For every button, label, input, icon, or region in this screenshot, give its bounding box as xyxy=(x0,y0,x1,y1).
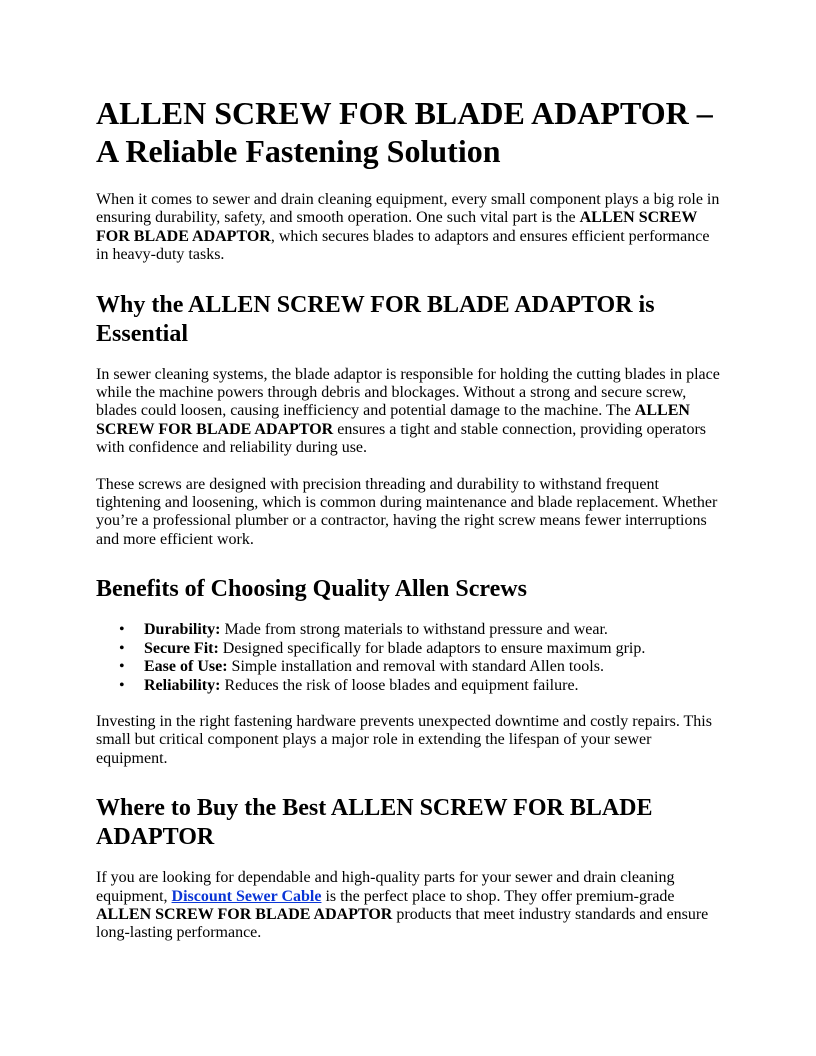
buy-text-1: If you are looking for dependable and high-quality parts for your sewer and drain cleaning equipment, xyxy=(96,869,675,905)
bullet-icon: • xyxy=(119,658,125,676)
discount-sewer-cable-link[interactable]: Discount Sewer Cable xyxy=(171,887,322,905)
bullet-icon: • xyxy=(119,676,125,694)
intro-text-1: When it comes to sewer and drain cleaning equipment, every small component plays a big role in ensuring durability, safety, and smooth operation. One such vital part is the xyxy=(96,191,720,227)
intro-text-2: , which secures blades to adaptors and ensures efficient performance in heavy-duty tasks. xyxy=(96,227,710,264)
list-item xyxy=(119,621,720,639)
buy-text-2: is the perfect place to shop. They offer premium-grade xyxy=(321,887,675,905)
heading-benefits: Benefits of Choosing Quality Allen Screws xyxy=(96,576,527,603)
list-item xyxy=(119,639,720,658)
page-title: ALLEN SCREW FOR BLADE ADAPTOR – A Reliable Fastening Solution xyxy=(96,95,713,169)
bullet-icon: • xyxy=(119,639,125,657)
benefits-closing-paragraph: Investing in the right fastening hardware prevents unexpected downtime and costly repairs. This small but critical component plays a major role in extending the lifespan of your sewer equipment. xyxy=(96,712,712,767)
list-item xyxy=(119,676,720,695)
buy-bold-product: ALLEN SCREW FOR BLADE ADAPTOR xyxy=(96,905,393,923)
intro-paragraph xyxy=(96,191,720,265)
intro-bold-product: ALLEN SCREW FOR BLADE ADAPTOR xyxy=(96,209,698,245)
why-paragraph-2: These screws are designed with precision threading and durability to withstand frequent tightening and loosening, which is common during maintenance and blade replacement. Whether you’re a professional plumber or a contractor, having the right screw means fewer interruptions and more efficient work. xyxy=(96,475,718,548)
benefit-label: Ease of Use: xyxy=(144,658,228,676)
benefit-label: Reliability: xyxy=(144,676,221,694)
benefit-text: Reduces the risk of loose blades and equipment failure. xyxy=(220,676,579,694)
why-p1-text-2: ensures a tight and stable connection, providing operators with confidence and reliability during use. xyxy=(96,420,707,457)
benefit-label: Durability: xyxy=(144,621,221,639)
list-item xyxy=(119,658,720,676)
benefit-text: Designed specifically for blade adaptors to ensure maximum grip. xyxy=(218,639,646,657)
bullet-icon: • xyxy=(119,621,125,639)
why-paragraph-1 xyxy=(96,366,720,458)
benefits-list xyxy=(96,621,720,695)
why-p1-bold-product: ALLEN SCREW FOR BLADE ADAPTOR xyxy=(96,402,690,438)
benefit-label: Secure Fit: xyxy=(144,639,219,657)
buy-paragraph xyxy=(96,869,720,943)
why-p1-text-1: In sewer cleaning systems, the blade adaptor is responsible for holding the cutting blades in place while the machine powers through debris and blockages. Without a strong and secure screw, blades could loosen, causing inefficiency and potential damage to the machine. The xyxy=(96,365,720,420)
heading-why-essential: Why the ALLEN SCREW FOR BLADE ADAPTOR is Essential xyxy=(96,291,655,347)
benefit-text: Simple installation and removal with standard Allen tools. xyxy=(227,658,604,676)
heading-where-to-buy: Where to Buy the Best ALLEN SCREW FOR BLADE ADAPTOR xyxy=(96,795,653,851)
benefit-text: Made from strong materials to withstand pressure and wear. xyxy=(220,621,608,639)
buy-text-3: products that meet industry standards and ensure long-lasting performance. xyxy=(96,905,709,942)
